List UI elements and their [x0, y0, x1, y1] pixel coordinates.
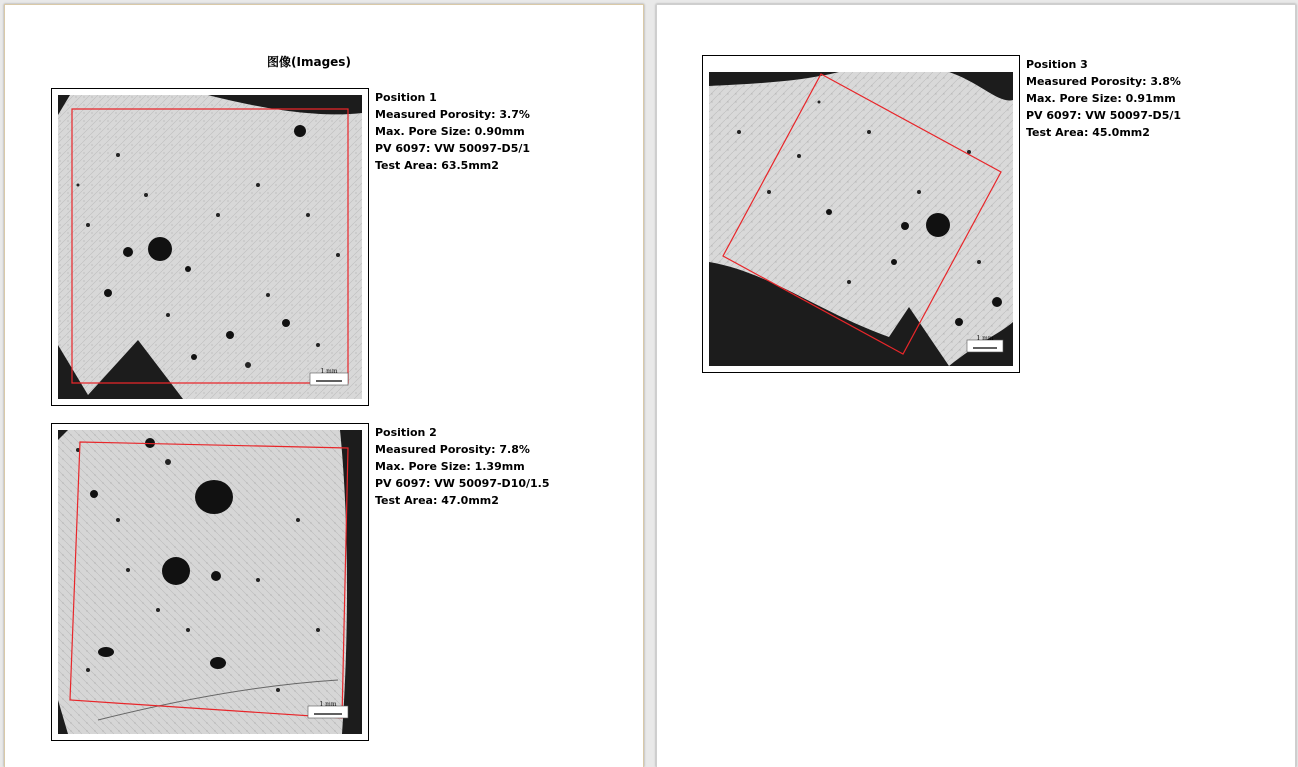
test-area: Test Area: 63.5mm2: [375, 159, 499, 172]
micrograph-frame-1: [51, 88, 369, 406]
caption-position-2: [375, 424, 550, 509]
measured-porosity: Measured Porosity: 3.7%: [375, 108, 530, 121]
scale-bar-label-3: 1 mm: [976, 335, 994, 342]
standard-reference: PV 6097: VW 50097-D5/1: [1026, 109, 1182, 122]
standard-reference: PV 6097: VW 50097-D10/1.5: [375, 477, 550, 490]
page-heading: 图像(Images): [267, 55, 351, 69]
micrograph-2-svg: [58, 430, 362, 734]
position-title: Position 2: [375, 426, 437, 439]
micrograph-image-3: [709, 72, 1013, 366]
scale-bar-label-1: 1 mm: [320, 368, 338, 375]
standard-reference: PV 6097: VW 50097-D5/1: [375, 142, 531, 155]
micrograph-image-2: [58, 430, 362, 734]
caption-position-3: [1026, 56, 1181, 141]
measured-porosity: Measured Porosity: 3.8%: [1026, 75, 1181, 88]
max-pore-size: Max. Pore Size: 1.39mm: [375, 460, 525, 473]
caption-position-1: [375, 89, 530, 174]
document-page-right: [656, 4, 1296, 767]
max-pore-size: Max. Pore Size: 0.90mm: [375, 125, 525, 138]
micrograph-frame-2: [51, 423, 369, 741]
position-title: Position 1: [375, 91, 437, 104]
micrograph-3-svg: [709, 72, 1013, 366]
measured-porosity: Measured Porosity: 7.8%: [375, 443, 530, 456]
micrograph-image-1: [58, 95, 362, 399]
micrograph-frame-3: [702, 55, 1020, 373]
max-pore-size: Max. Pore Size: 0.91mm: [1026, 92, 1176, 105]
test-area: Test Area: 47.0mm2: [375, 494, 499, 507]
micrograph-1-svg: [58, 95, 362, 399]
position-title: Position 3: [1026, 58, 1088, 71]
document-page-left: [4, 4, 644, 767]
scale-bar-label-2: 1 mm: [319, 701, 337, 708]
test-area: Test Area: 45.0mm2: [1026, 126, 1150, 139]
